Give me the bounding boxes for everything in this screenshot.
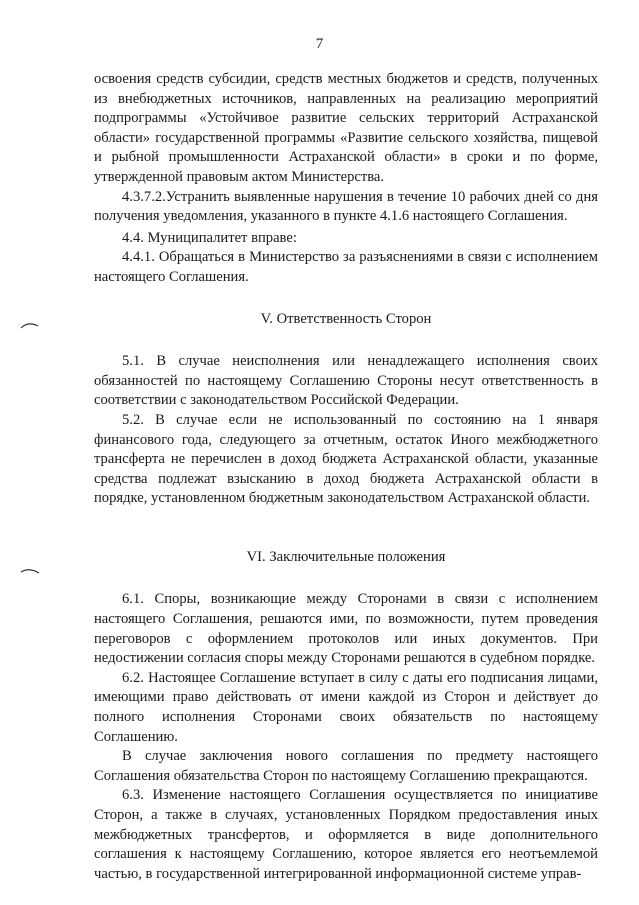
paragraph: 6.3. Изменение настоящего Соглашения осуществляется по инициативе Сторон, а также в случаях, установленных Порядком предоставления иных межбюджетных трансфертов, и оформляется в виде дополнительного соглашения к настоящему Соглашению, которое является его неотъемлемой частью, в государственной интегрированной информационной системе управ- <box>94 787 598 882</box>
paragraph: 6.2. Настоящее Соглашение вступает в силу с даты его подписания лицами, имеющими право действовать от имени каждой из Сторон и действует до полного исполнения Сторонами своих обязательств по настоящему Соглашению. <box>94 669 598 745</box>
paragraph: В случае заключения нового соглашения по предмету настоящего Соглашения обязательства Сторон по настоящему Соглашению прекращаются. <box>94 748 598 784</box>
paragraph: 6.1. Споры, возникающие между Сторонами в связи с исполнением настоящего Соглашения, решаются ими, по возможности, путем проведения переговоров с оформлением протоколов или иных документов. При недостижении согласия споры между Сторонами решаются в судебном порядке. <box>94 591 598 667</box>
margin-mark <box>20 566 40 576</box>
paragraph: 4.4. Муниципалитет вправе: <box>122 229 297 246</box>
paragraph: 4.3.7.2.Устранить выявленные нарушения в течение 10 рабочих дней со дня получения уведомления, указанного в пункте 4.1.6 настоящего Соглашения. <box>94 188 598 225</box>
page-number: 7 <box>315 36 324 52</box>
paragraph: 5.2. В случае если не использованный по состоянию на 1 января финансового года, следующего за отчетным, остаток Иного межбюджетного трансферта не перечислен в доход бюджета Астраханской области, указанные средства подлежат взысканию в доход бюджета Астраханской области в порядке, установленном бюджетным законодательством Астраханской области. <box>94 411 598 507</box>
paragraph: освоения средств субсидии, средств местных бюджетов и средств, полученных из внебюджетных источников, направленных на реализацию мероприятий подпрограммы «Устойчивое развитие сельских территорий Астраханской области» государственной программы «Развитие сельского хозяйства, пищевой и рыбной промышленности Астраханской области» в сроки и по форме, утвержденной правовым актом Министерства. <box>94 71 598 185</box>
document-body <box>94 70 598 884</box>
margin-mark <box>20 320 40 330</box>
paragraph: 5.1. В случае неисполнения или ненадлежащего исполнения своих обязанностей по настоящему Соглашению Стороны несут ответственность в соответствии с законодательством Российской Федерации. <box>94 353 598 409</box>
section-heading: VI. Заключительные положения <box>246 548 446 565</box>
paragraph: 4.4.1. Обращаться в Министерство за разъяснениями в связи с исполнением настоящего Соглашения. <box>94 249 598 285</box>
section-heading: V. Ответственность Сторон <box>260 310 432 327</box>
